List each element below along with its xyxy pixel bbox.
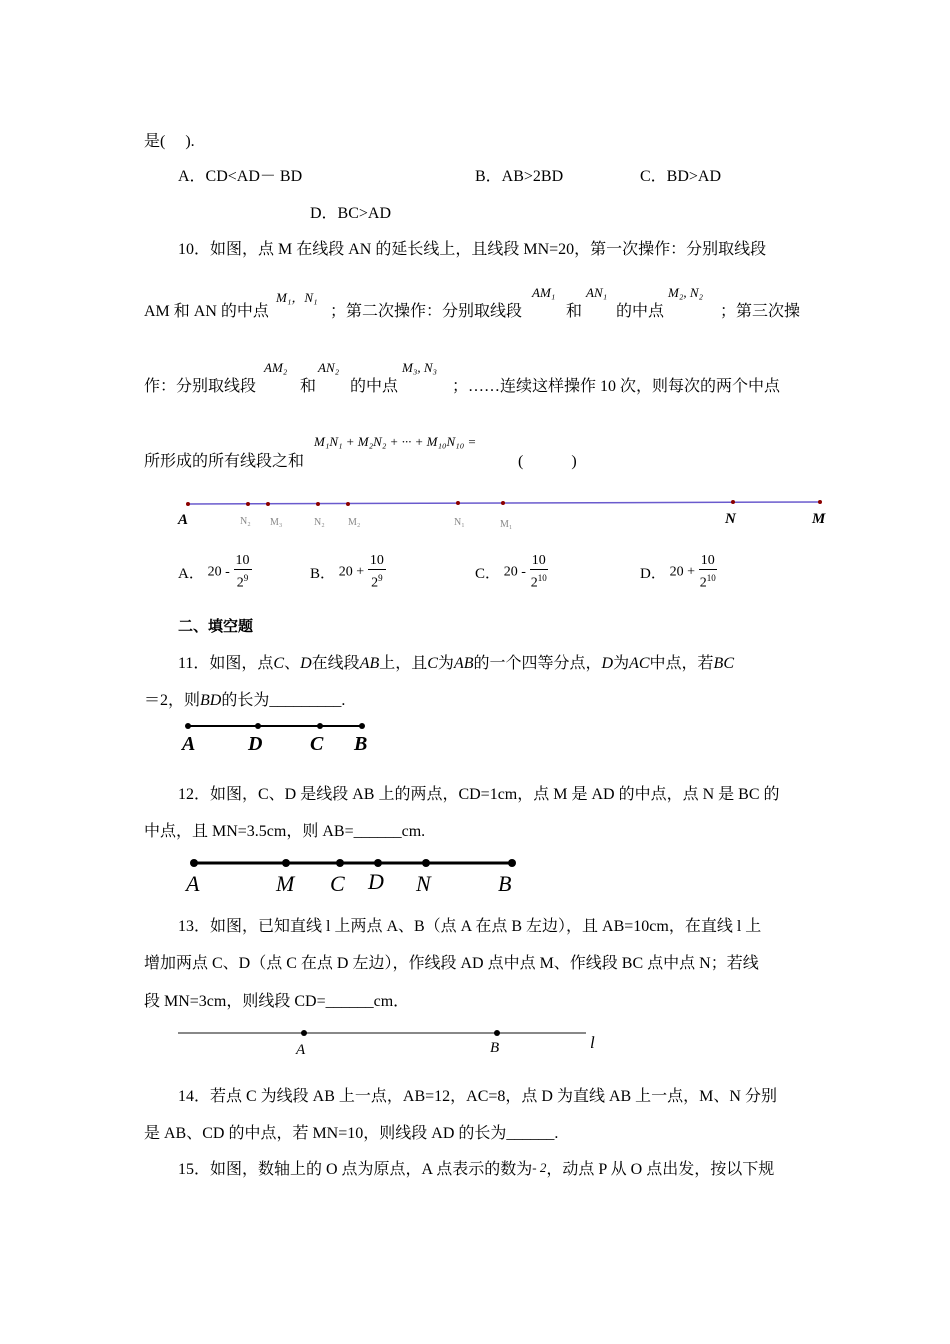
q10-line3-c: 的中点 bbox=[350, 378, 399, 395]
q10-math-m1n1: M₁，N₁ bbox=[276, 290, 318, 305]
q10-option-a-fraction: $\frac{10}{2^9}$ bbox=[235, 553, 250, 591]
q9-option-b: B．AB>2BD bbox=[475, 168, 564, 185]
q12-label-d: D bbox=[368, 869, 384, 894]
q10-line3-b: 和 bbox=[300, 378, 317, 395]
q12-line2: 中点，且 MN=3.5cm，则 AB=______cm. bbox=[144, 823, 426, 840]
q11-point-c bbox=[317, 723, 323, 729]
q12-point-c bbox=[336, 859, 344, 867]
section-heading-fill-blank: 二、填空题 bbox=[178, 617, 254, 635]
q12-point-d bbox=[374, 859, 382, 867]
q10-option-b bbox=[310, 553, 386, 592]
q10-math-an1: AN₁ bbox=[586, 285, 608, 300]
q12-point-a bbox=[190, 859, 198, 867]
q10-math-m2n2: M₂, N₂ bbox=[668, 285, 704, 300]
q10-point-a bbox=[186, 502, 190, 506]
q10-label-n3: N₂ bbox=[240, 516, 251, 527]
q13-point-a bbox=[301, 1030, 307, 1036]
q13-line3: 段 MN=3cm，则线段 CD=______cm． bbox=[144, 993, 410, 1010]
q10-option-c-label: C． bbox=[475, 565, 501, 582]
q11-line2: ＝2，则BD的长为_________. bbox=[144, 692, 346, 709]
q10-line2-d: 的中点 bbox=[616, 303, 665, 320]
q10-point-n1 bbox=[456, 501, 460, 505]
q10-math-am1: AM₁ bbox=[532, 285, 556, 300]
q12-line1: 12．如图，C、D 是线段 AB 上的两点，CD=1cm，点 M 是 AD 的中点，点 N 是 BC 的 bbox=[178, 786, 780, 803]
q10-line2-b: ；第二次操作：分别取线段 bbox=[330, 303, 523, 320]
q12-point-m bbox=[282, 859, 290, 867]
q10-line2-a: AM 和 AN 的中点 bbox=[144, 303, 269, 320]
q13-label-a: A bbox=[296, 1042, 306, 1058]
q10-option-d bbox=[640, 553, 717, 592]
q12-label-m: M bbox=[276, 871, 295, 896]
q10-label-m2: M₂ bbox=[348, 517, 361, 528]
q14-line1: 14．若点 C 为线段 AB 上一点，AB=12，AC=8，点 D 为直线 AB 上一点，M、N 分别 bbox=[178, 1088, 777, 1105]
q15-line1: 15．如图，数轴上的 O 点为原点，A 点表示的数为- 2，动点 P 从 O 点出发，按以下规 bbox=[178, 1160, 775, 1178]
q9-option-a: A．CD<AD－ BD bbox=[178, 168, 303, 185]
q10-option-b-pre: 20 + bbox=[338, 564, 365, 580]
q10-line1: 10．如图，点 M 在线段 AN 的延长线上，且线段 MN=20，第一次操作：分别取线段 bbox=[178, 241, 767, 258]
q10-option-b-fraction: $\frac{10}{2^9}$ bbox=[369, 553, 384, 591]
q10-point-m3 bbox=[266, 502, 270, 506]
q10-option-c bbox=[475, 553, 548, 592]
q11-label-d: D bbox=[248, 733, 263, 755]
q10-option-c-fraction: $\frac{10}{2^{10}}$ bbox=[530, 553, 547, 591]
q12-label-b: B bbox=[498, 871, 512, 896]
q10-option-b-label: B． bbox=[310, 565, 336, 582]
q10-option-c-pre: 20 - bbox=[503, 564, 526, 580]
q12-label-c: C bbox=[330, 871, 345, 896]
q10-option-d-pre: 20 + bbox=[669, 564, 695, 580]
q10-math-am2: AM₂ bbox=[264, 360, 288, 375]
q10-point-n3 bbox=[246, 502, 250, 506]
q10-option-a bbox=[178, 553, 252, 592]
q9-option-d: D．BC>AD bbox=[310, 205, 392, 222]
q11-label-b: B bbox=[354, 733, 368, 755]
q10-option-d-fraction: $\frac{10}{2^{10}}$ bbox=[699, 553, 716, 591]
q10-line4-a: 所形成的所有线段之和 bbox=[144, 453, 305, 470]
q10-point-m2 bbox=[346, 502, 350, 506]
q10-option-d-label: D． bbox=[640, 565, 666, 582]
q13-line2: 增加两点 C、D（点 C 在点 D 左边），作线段 AD 点中点 M、作线段 BC 点中点 N；若线 bbox=[144, 955, 759, 972]
q10-figure-segment bbox=[170, 492, 840, 532]
q11-figure-segment bbox=[176, 716, 376, 756]
q15-neg2: - 2 bbox=[532, 1160, 547, 1175]
q10-label-a: A bbox=[178, 512, 189, 528]
q12-point-n bbox=[422, 859, 430, 867]
q10-math-sum: M₁N₁ + M₂N₂ + ··· + M₁₀N₁₀ = bbox=[314, 434, 477, 449]
q10-option-a-label: A． bbox=[178, 565, 204, 582]
q13-point-b bbox=[494, 1030, 500, 1036]
q12-figure-segment bbox=[180, 852, 530, 898]
q10-math-an2: AN₂ bbox=[318, 360, 340, 375]
q10-label-n: N bbox=[725, 511, 736, 527]
q10-line3-a: 作：分别取线段 bbox=[144, 378, 257, 395]
q10-label-m3: M₃ bbox=[270, 517, 283, 528]
q13-line1: 13．如图，已知直线 l 上两点 A、B（点 A 在点 B 左边），且 AB=10cm，在直线 l 上 bbox=[178, 918, 762, 935]
q10-math-m3n3: M₃, N₃ bbox=[402, 360, 438, 375]
q13-label-b: B bbox=[490, 1040, 500, 1056]
q11-label-c: C bbox=[310, 733, 324, 755]
q10-line3-d: ；……连续这样操作 10 次，则每次的两个中点 bbox=[452, 378, 781, 395]
q9-tail: 是( ). bbox=[144, 133, 195, 150]
q10-line2-e: ；第三次操 bbox=[720, 303, 801, 320]
q10-point-m bbox=[818, 500, 822, 504]
q10-label-m: M bbox=[812, 511, 826, 527]
q13-figure-line bbox=[172, 1024, 612, 1060]
q11-point-a bbox=[185, 723, 191, 729]
q12-label-a: A bbox=[186, 871, 200, 896]
q10-label-n1: N₁ bbox=[454, 517, 465, 528]
q10-point-n2 bbox=[316, 502, 320, 506]
q11-point-b bbox=[359, 723, 365, 729]
q11-line1: 11．如图，点C、D在线段AB上，且C为AB的一个四等分点，D为AC中点，若BC bbox=[178, 655, 734, 672]
q12-point-b bbox=[508, 859, 516, 867]
q12-label-n: N bbox=[416, 871, 431, 896]
q14-line2: 是 AB、CD 的中点，若 MN=10，则线段 AD 的长为______. bbox=[144, 1125, 559, 1142]
q10-label-m1: M₁ bbox=[500, 519, 513, 530]
q10-line2-c: 和 bbox=[566, 303, 583, 320]
q10-option-a-pre: 20 - bbox=[207, 564, 230, 580]
q10-point-m1 bbox=[501, 501, 505, 505]
q11-label-a: A bbox=[182, 733, 196, 755]
q9-option-c: C．BD>AD bbox=[640, 168, 722, 185]
q10-point-n bbox=[731, 500, 735, 504]
q13-label-l: l bbox=[590, 1033, 595, 1052]
q10-line4-b: ( ) bbox=[518, 453, 577, 470]
q11-point-d bbox=[255, 723, 261, 729]
q10-label-n2: N₂ bbox=[314, 517, 325, 528]
